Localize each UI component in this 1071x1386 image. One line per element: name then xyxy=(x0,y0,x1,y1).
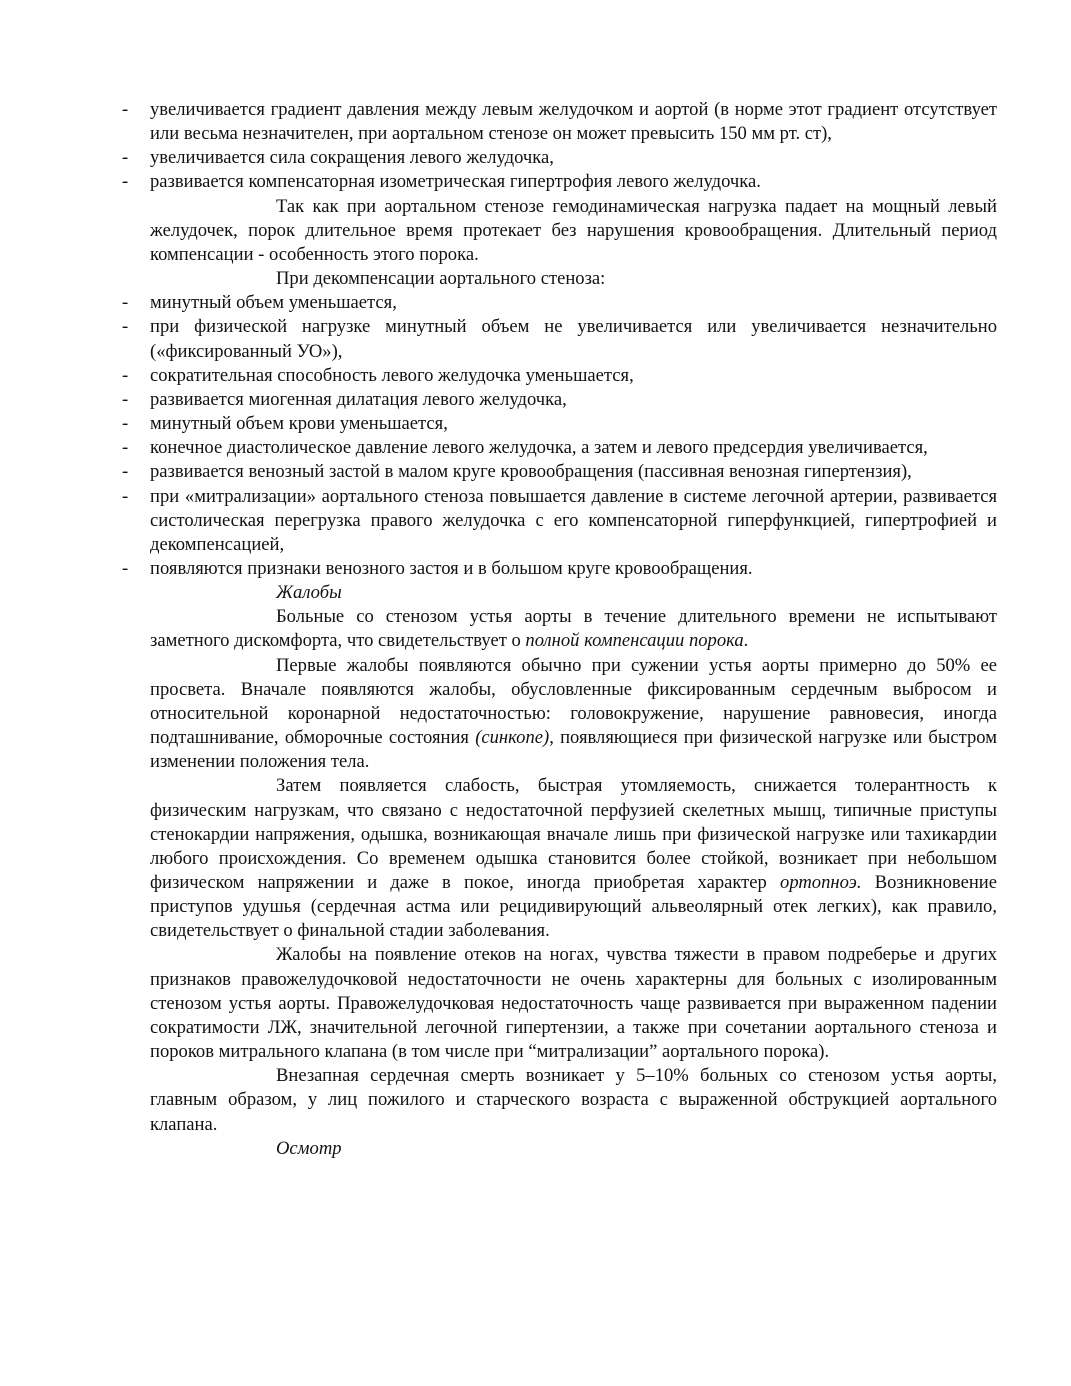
list-item xyxy=(122,98,997,146)
italic-term: (синкопе) xyxy=(475,727,550,749)
list-dash: - xyxy=(122,292,129,314)
list-item-text: минутный объем уменьшается, xyxy=(150,292,397,314)
paragraph-compensation: Так как при аортальном стенозе гемодинамическая нагрузка падает на мощный левый желудочек, порок длительное время протекает без нарушения кровообращения. Длительный период компенсации - особенность этого порока. xyxy=(150,195,997,265)
list-item xyxy=(122,436,997,460)
list-dash: - xyxy=(122,437,129,459)
paragraph-complaints-1 xyxy=(122,605,997,653)
paragraph-text: . xyxy=(743,630,749,652)
list-dash: - xyxy=(122,364,129,386)
italic-term: ортопноэ. xyxy=(780,872,862,893)
paragraph-text: Возникновение приступов удушья (сердечная астма или рецидивирующий альвеолярный отек легких), как правило, свидетельствует о финальной стадии заболевания. xyxy=(150,872,997,942)
list-item xyxy=(122,485,997,557)
list-item-text: увеличивается градиент давления между левым желудочком и аортой (в норме этот градиент отсутствует или весьма незначителен, при аортальном стенозе он может превысить 150 мм рт. ст), xyxy=(150,99,997,145)
list-item-text: развивается компенсаторная изометрическая гипертрофия левого желудочка. xyxy=(150,171,761,193)
paragraph-sudden-death: Внезапная сердечная смерть возникает у 5–10% больных со стенозом устья аорты, главным образом, у лиц пожилого и старческого возраста с выраженной обструкцией аортального клапана. xyxy=(150,1065,997,1135)
italic-term: полной компенсации порока xyxy=(525,630,744,652)
list-item xyxy=(122,412,997,436)
section-heading-complaints: Жалобы xyxy=(276,582,342,604)
list-dash: - xyxy=(122,461,129,483)
list-dash: - xyxy=(122,99,129,120)
list-item-text: минутный объем крови уменьшается, xyxy=(150,413,448,435)
list-item xyxy=(122,170,997,194)
list-item-text: появляются признаки венозного застоя и в большом круге кровообращения. xyxy=(150,557,753,579)
list-item xyxy=(122,557,997,581)
paragraph-complaints-2 xyxy=(122,654,997,775)
paragraph-decompensation-intro: При декомпенсации аортального стеноза: xyxy=(276,268,606,290)
list-dash: - xyxy=(122,413,129,435)
list-dash: - xyxy=(122,316,129,338)
list-item-text: увеличивается сила сокращения левого желудочка, xyxy=(150,147,554,169)
list-dash: - xyxy=(122,171,129,193)
list-item xyxy=(122,460,997,484)
list-item xyxy=(122,291,997,315)
list-item xyxy=(122,388,997,412)
list-item-text: конечное диастолическое давление левого желудочка, а затем и левого предсердия увеличивается, xyxy=(150,437,928,459)
list-item-text: развивается венозный застой в малом круге кровообращения (пассивная венозная гипертензия), xyxy=(150,461,912,483)
list-dash: - xyxy=(122,557,129,579)
paragraph-text: Затем появляется слабость, быстрая утомляемость, снижается толерантность к физическим нагрузкам, что связано с недостаточной перфузией скелетных мышц, типичные приступы стенокардии напряжения, одышка, возникающая вначале лишь при физической нагрузке или тахикардии любого происхождения. Со временем одышка становится более стойкой, возникает при небольшом физическом напряжении и даже в покое, иногда приобретая характер xyxy=(150,775,997,893)
list-dash: - xyxy=(122,388,129,410)
list-item-text: при физической нагрузке минутный объем не увеличивается или увеличивается незначительно («фиксированный УО»), xyxy=(150,316,997,362)
paragraph-complaints-4: Жалобы на появление отеков на ногах, чувства тяжести в правом подреберье и других признаков правожелудочковой недостаточности не очень характерны для больных с изолированным стенозом устья аорты. Правожелудочковая недостаточность чаще развивается при выраженном падении сократимости ЛЖ, значительной легочной гипертензии, а также при сочетании аортального стеноза и пороков митрального клапана (в том числе при “митрализации” аортального порока). xyxy=(150,944,997,1063)
paragraph-text: Больные со стенозом устья аорты в течение длительного времени не испытывают заметного дискомфорта, что свидетельствует о xyxy=(150,606,997,652)
list-dash: - xyxy=(122,147,129,169)
paragraph-text: , появляющиеся при физической нагрузке или быстром изменении положения тела. xyxy=(150,727,997,773)
list-item-text: развивается миогенная дилатация левого желудочка, xyxy=(150,388,567,410)
list-item xyxy=(122,364,997,388)
paragraph-text: Первые жалобы появляются обычно при сужении устья аорты примерно до 50% ее просвета. Вначале появляются жалобы, обусловленные фиксированным сердечным выбросом и относительной коронарной недостаточностью: головокружение, нарушение равновесия, иногда подташнивание, обморочные состояния xyxy=(150,654,997,749)
list-item-text: сократительная способность левого желудочка уменьшается, xyxy=(150,364,634,386)
list-dash: - xyxy=(122,485,129,507)
list-item xyxy=(122,146,997,170)
list-item xyxy=(122,315,997,363)
section-heading-examination: Осмотр xyxy=(276,1137,342,1159)
list-item-text: при «митрализации» аортального стеноза повышается давление в системе легочной артерии, развивается систолическая перегрузка правого желудочка с его компенсаторной гиперфункцией, гипертрофией и декомпенсацией, xyxy=(150,485,997,555)
paragraph-complaints-3 xyxy=(122,774,997,943)
